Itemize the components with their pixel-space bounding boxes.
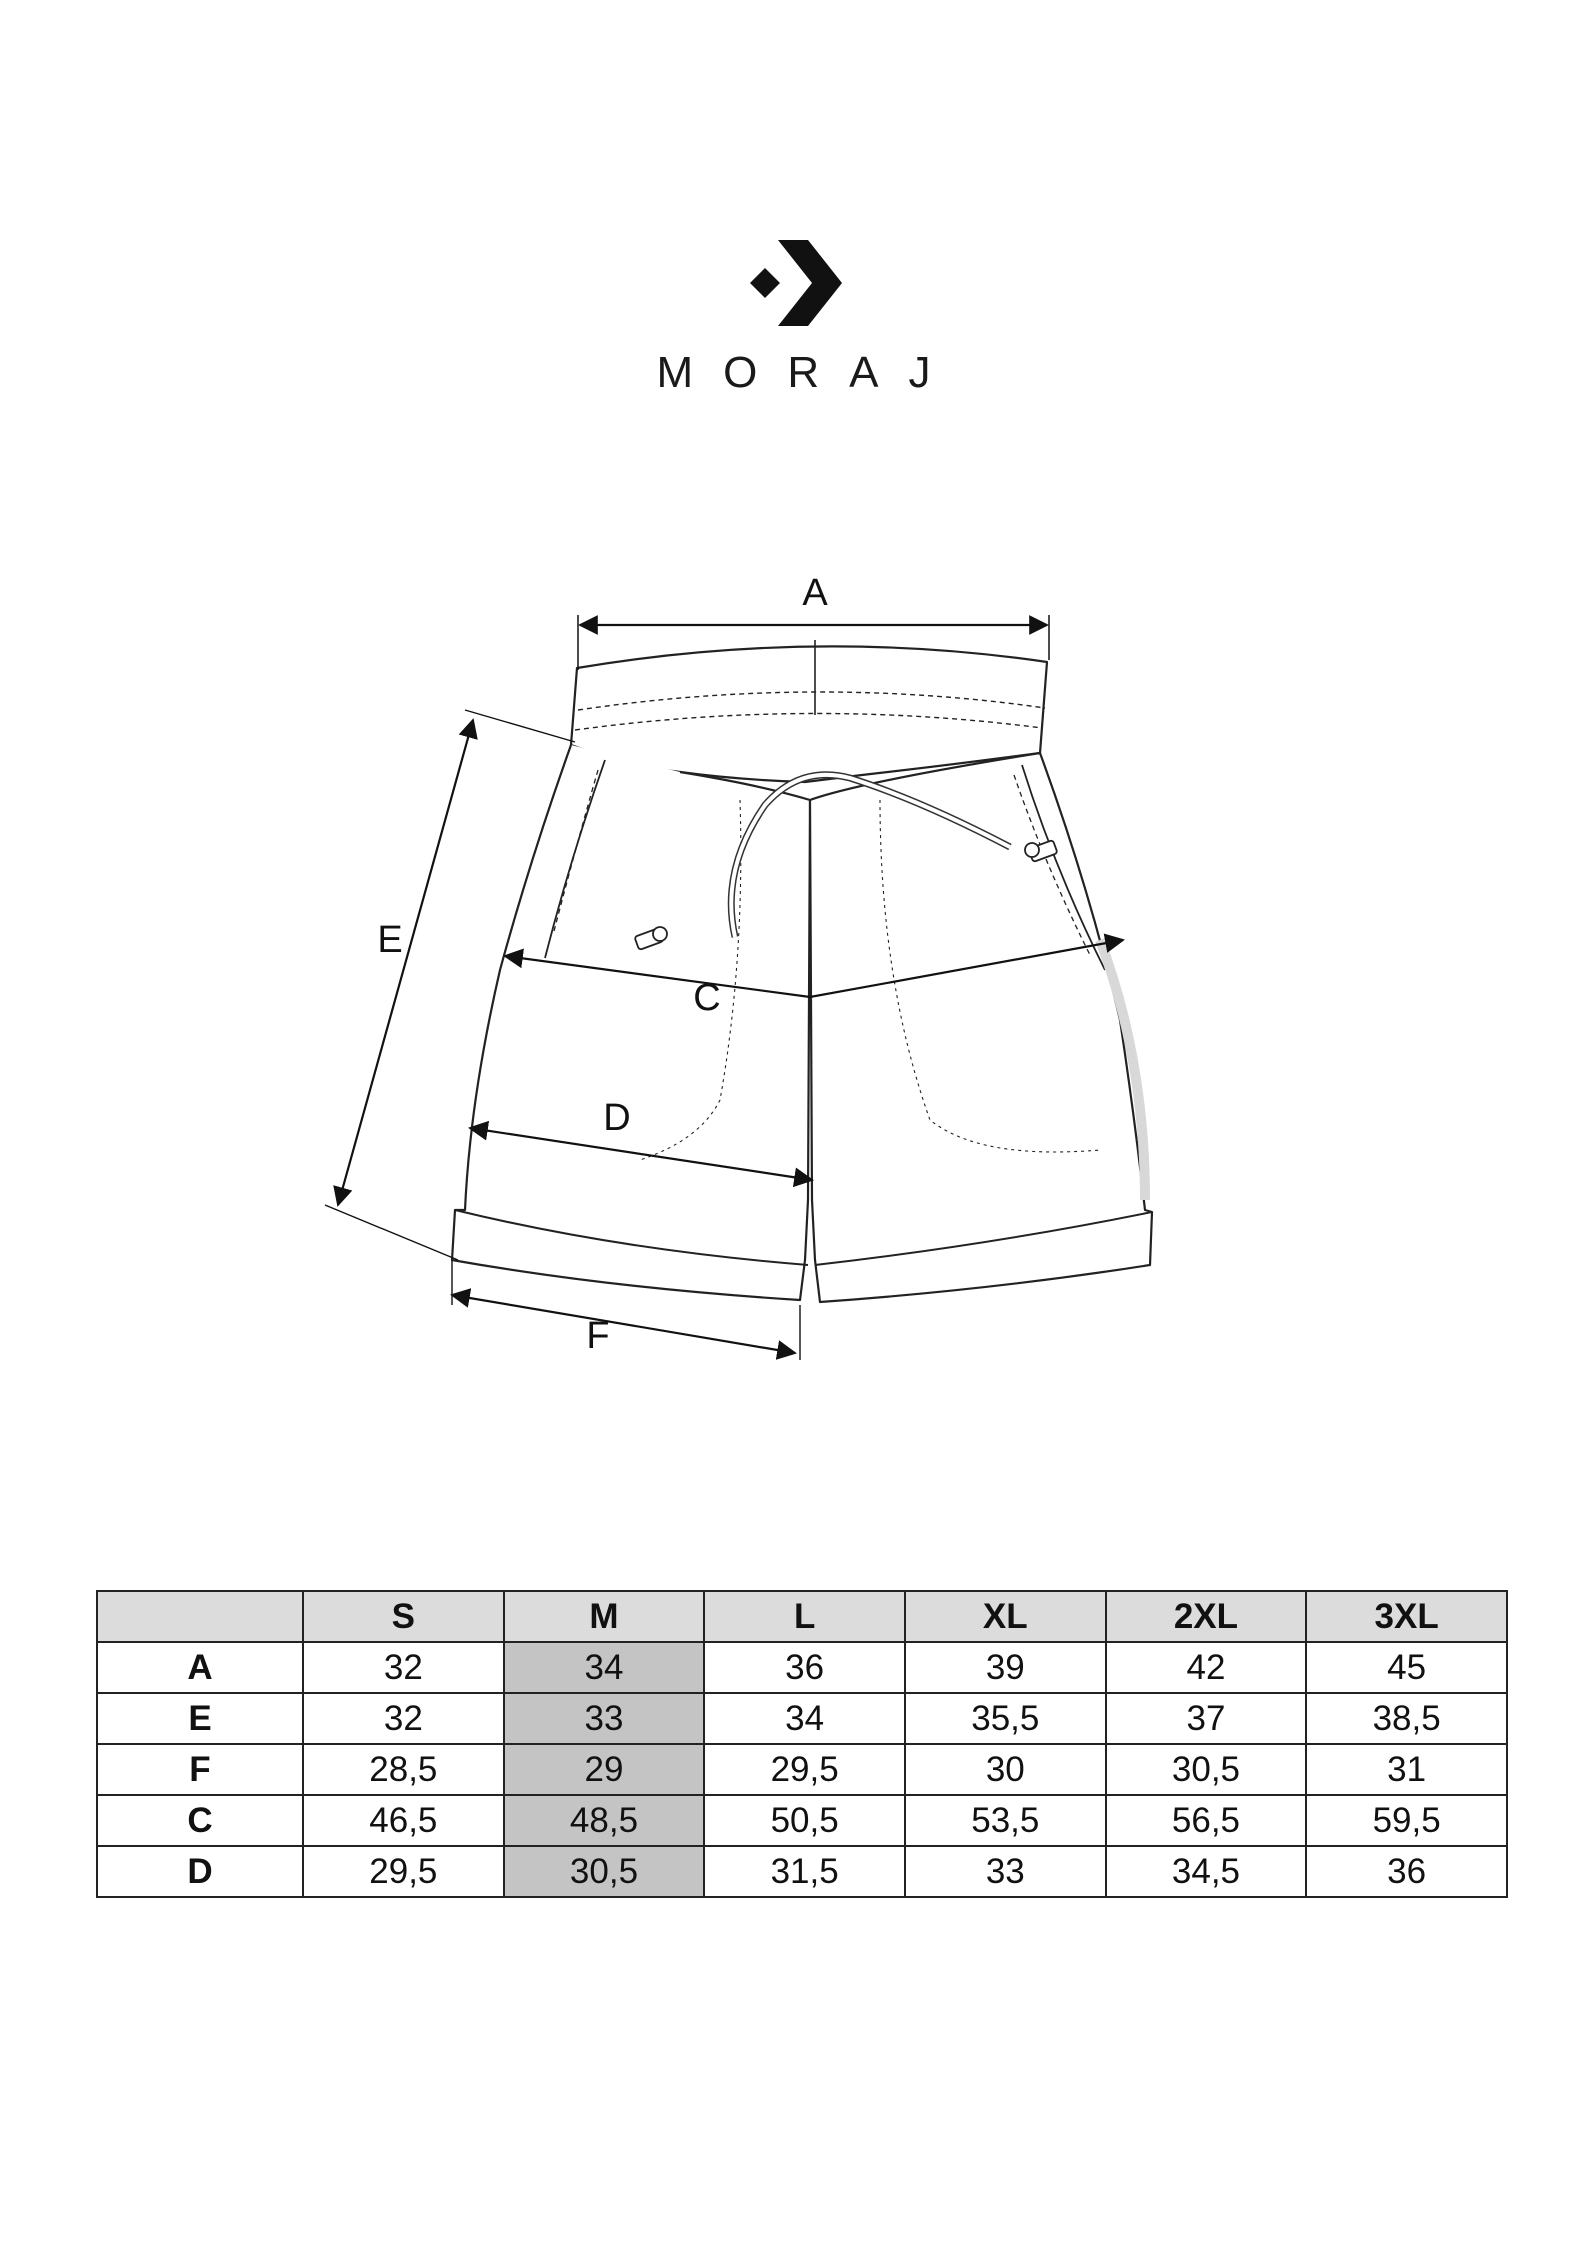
size-header-3xl: 3XL (1306, 1591, 1507, 1642)
size-chart-table (96, 1590, 1508, 1898)
size-header-l: L (704, 1591, 905, 1642)
moraj-chevron-logo-icon (750, 240, 842, 326)
table-cell: 31,5 (704, 1846, 905, 1897)
table-cell-highlighted: 33 (504, 1693, 705, 1744)
table-cell: 53,5 (905, 1795, 1106, 1846)
row-label-a: A (97, 1642, 303, 1693)
table-cell: 56,5 (1106, 1795, 1307, 1846)
table-cell: 29,5 (704, 1744, 905, 1795)
row-label-f: F (97, 1744, 303, 1795)
shorts-measurement-diagram (0, 560, 1587, 1360)
table-cell: 33 (905, 1846, 1106, 1897)
table-cell: 28,5 (303, 1744, 504, 1795)
label-d: D (603, 1097, 631, 1139)
table-row (97, 1693, 1507, 1744)
table-cell-highlighted: 30,5 (504, 1846, 705, 1897)
shorts-outline (452, 640, 1152, 1302)
size-header-m: M (504, 1591, 705, 1642)
table-row (97, 1744, 1507, 1795)
table-cell: 45 (1306, 1642, 1507, 1693)
table-cell: 35,5 (905, 1693, 1106, 1744)
table-cell-highlighted: 48,5 (504, 1795, 705, 1846)
table-cell: 32 (303, 1693, 504, 1744)
table-cell: 39 (905, 1642, 1106, 1693)
table-row (97, 1795, 1507, 1846)
shorts-drawing (0, 560, 1587, 1360)
size-header-s: S (303, 1591, 504, 1642)
table-row (97, 1642, 1507, 1693)
label-c: C (693, 977, 721, 1019)
row-label-e: E (97, 1693, 303, 1744)
table-cell: 46,5 (303, 1795, 504, 1846)
table-cell: 34 (704, 1693, 905, 1744)
table-cell: 32 (303, 1642, 504, 1693)
label-f: F (586, 1315, 610, 1357)
table-cell: 30,5 (1106, 1744, 1307, 1795)
table-cell-highlighted: 29 (504, 1744, 705, 1795)
brand-logo (0, 230, 1587, 400)
table-cell: 38,5 (1306, 1693, 1507, 1744)
table-cell-highlighted: 34 (504, 1642, 705, 1693)
table-row (97, 1846, 1507, 1897)
table-cell: 36 (704, 1642, 905, 1693)
table-cell: 42 (1106, 1642, 1307, 1693)
label-a: A (802, 572, 828, 614)
row-label-d: D (97, 1846, 303, 1897)
table-cell: 31 (1306, 1744, 1507, 1795)
table-cell: 59,5 (1306, 1795, 1507, 1846)
size-header-row (97, 1591, 1507, 1642)
brand-name: MORAJ (656, 348, 961, 397)
label-e: E (377, 919, 403, 961)
table-cell: 34,5 (1106, 1846, 1307, 1897)
table-cell: 29,5 (303, 1846, 504, 1897)
table-cell: 30 (905, 1744, 1106, 1795)
size-header-2xl: 2XL (1106, 1591, 1307, 1642)
size-header-xl: XL (905, 1591, 1106, 1642)
table-corner-cell (97, 1591, 303, 1642)
table-cell: 50,5 (704, 1795, 905, 1846)
table-cell: 37 (1106, 1693, 1307, 1744)
table-cell: 36 (1306, 1846, 1507, 1897)
row-label-c: C (97, 1795, 303, 1846)
